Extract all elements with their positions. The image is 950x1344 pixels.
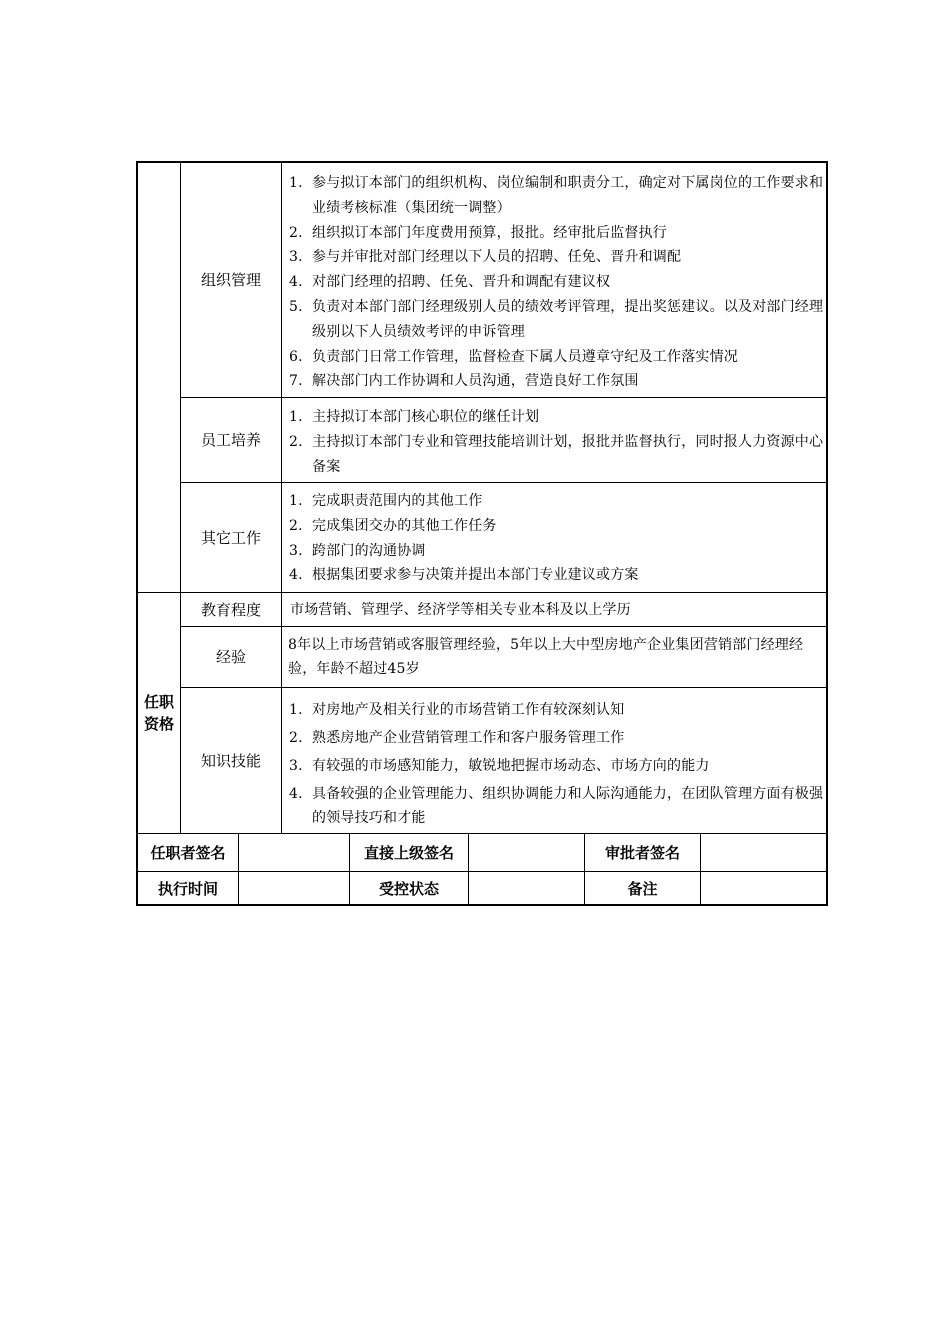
approver-sign-field[interactable] xyxy=(701,834,828,871)
list-item: 4. 根据集团要求参与决策并提出本部门专业建议或方案 xyxy=(289,567,639,584)
remarks-label: 备注 xyxy=(627,880,658,898)
experience-value: 8年以上市场营销或客服管理经验，5年以上大中型房地产企业集团营销部门经理经验，年龄不超过45岁 xyxy=(288,637,804,677)
incumbent-sign-label: 任职者签名 xyxy=(150,843,226,862)
list-item: 1. 完成职责范围内的其他工作 xyxy=(289,493,483,509)
list-item: 1. 参与拟订本部门的组织机构、岗位编制和职责分工，确定对下属岗位的工作要求和业绩考核标准（集团统一调整） xyxy=(289,175,824,216)
education-value: 市场营销、管理学、经济学等相关专业本科及以上学历 xyxy=(290,601,631,618)
row-label-other-work: 其它工作 xyxy=(200,528,261,547)
section-label-qualifications: 任职资格 xyxy=(143,693,174,733)
list-item: 5. 负责对本部门部门经理级别人员的绩效考评管理，提出奖惩建议。以及对部门经理级别以下人员绩效考评的申诉管理 xyxy=(289,298,824,340)
list-item: 6. 负责部门日常工作管理，监督检查下属人员遵章守纪及工作落实情况 xyxy=(289,348,738,365)
list-item: 2. 熟悉房地产企业营销管理工作和客户服务管理工作 xyxy=(289,730,625,746)
effective-date-field[interactable] xyxy=(239,872,349,906)
row-label-skills: 知识技能 xyxy=(200,751,261,770)
list-item: 2. 完成集团交办的其他工作任务 xyxy=(289,517,497,534)
incumbent-sign-field[interactable] xyxy=(239,834,349,871)
other-work-items xyxy=(282,489,828,588)
section-label-duties xyxy=(138,163,180,592)
control-status-label: 受控状态 xyxy=(378,880,439,898)
list-item: 3. 有较强的市场感知能力，敏锐地把握市场动态、市场方向的能力 xyxy=(289,758,710,774)
list-item: 3. 跨部门的沟通协调 xyxy=(289,542,426,559)
skills-items xyxy=(282,696,828,830)
list-item: 4. 对部门经理的招聘、任免、晋升和调配有建议权 xyxy=(289,274,611,291)
list-item: 4. 具备较强的企业管理能力、组织协调能力和人际沟通能力，在团队管理方面有极强的领导技巧和才能 xyxy=(289,786,824,826)
org-management-items xyxy=(282,171,828,394)
row-label-org-management: 组织管理 xyxy=(200,271,261,289)
supervisor-sign-field[interactable] xyxy=(469,834,584,871)
supervisor-sign-label: 直接上级签名 xyxy=(363,843,454,862)
list-item: 3. 参与并审批对部门经理以下人员的招聘、任免、晋升和调配 xyxy=(289,249,682,266)
effective-date-label: 执行时间 xyxy=(157,880,218,898)
staff-development-items xyxy=(282,405,828,479)
row-label-staff-development: 员工培养 xyxy=(200,431,261,449)
control-status-field[interactable] xyxy=(469,872,584,906)
row-label-education: 教育程度 xyxy=(200,600,261,619)
list-item: 2. 主持拟订本部门专业和管理技能培训计划，报批并监督执行，同时报人力资源中心备案 xyxy=(289,433,824,475)
list-item: 1. 对房地产及相关行业的市场营销工作有较深刻认知 xyxy=(289,702,625,718)
job-description-table xyxy=(136,161,828,906)
approver-sign-label: 审批者签名 xyxy=(604,843,680,862)
list-item: 2. 组织拟订本部门年度费用预算，报批。经审批后监督执行 xyxy=(289,224,667,241)
row-label-experience: 经验 xyxy=(215,648,246,666)
list-item: 7. 解决部门内工作协调和人员沟通，营造良好工作氛围 xyxy=(289,373,639,390)
list-item: 1. 主持拟订本部门核心职位的继任计划 xyxy=(289,409,540,425)
remarks-field[interactable] xyxy=(701,872,828,906)
